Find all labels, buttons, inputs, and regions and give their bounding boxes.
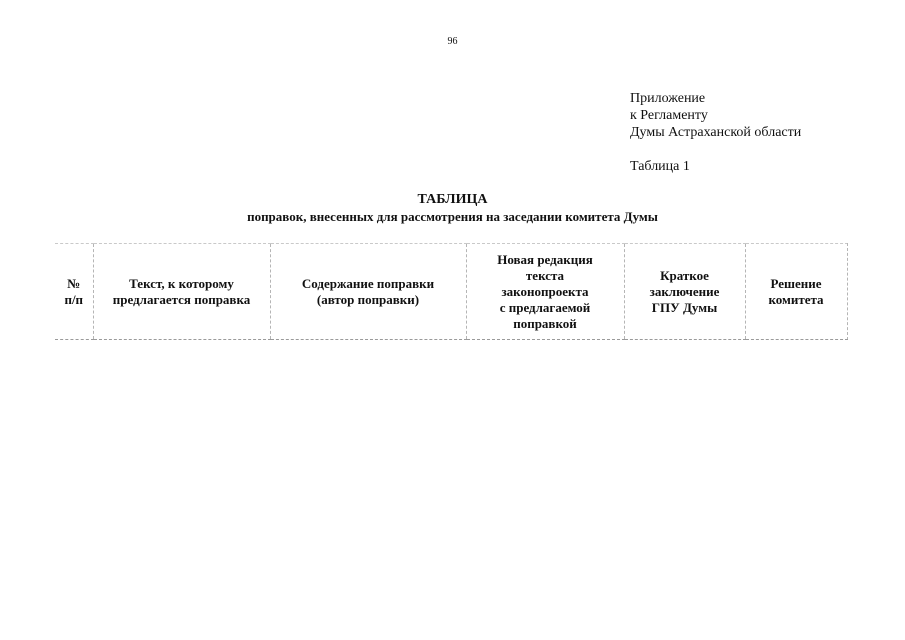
header-line: текста: [525, 267, 565, 283]
appendix-line: к Регламенту: [630, 108, 708, 123]
appendix-line: Приложение: [630, 91, 706, 106]
document-subtitle: поправок, внесенных для рассмотрения на заседании комитета Думы: [247, 209, 658, 224]
header-line: ГПУ Думы: [651, 299, 718, 315]
header-line: (автор поправки): [316, 291, 420, 307]
header-line: Решение: [770, 275, 822, 291]
header-line: №: [67, 275, 81, 291]
appendix-line: Думы Астраханской области: [630, 125, 802, 140]
header-cell-new-edition: [466, 244, 624, 340]
header-cell-conclusion: [624, 244, 745, 340]
header-cell-number: [55, 244, 93, 340]
header-line: заключение: [649, 283, 720, 299]
table-header-row: [55, 244, 847, 340]
header-line: Новая редакция: [497, 251, 593, 267]
header-line: законопроекта: [501, 283, 589, 299]
page-number: 96: [447, 36, 458, 47]
table-label: Таблица 1: [630, 159, 690, 174]
header-cell-original-text: [93, 244, 270, 340]
header-line: комитета: [768, 291, 824, 307]
header-line: Текст, к которому: [129, 275, 234, 291]
header-cell-amendment-content: [270, 244, 466, 340]
header-line: предлагается поправка: [112, 291, 251, 307]
header-line: Содержание поправки: [301, 275, 435, 291]
header-line: поправкой: [513, 315, 577, 331]
header-line: с предлагаемой: [499, 299, 591, 315]
appendix-block: [630, 90, 801, 141]
header-cell-committee-decision: [745, 244, 847, 340]
document-title: ТАБЛИЦА: [417, 192, 488, 207]
header-line: п/п: [64, 291, 84, 307]
header-line: Краткое: [660, 267, 709, 283]
amendments-table: [55, 243, 848, 340]
